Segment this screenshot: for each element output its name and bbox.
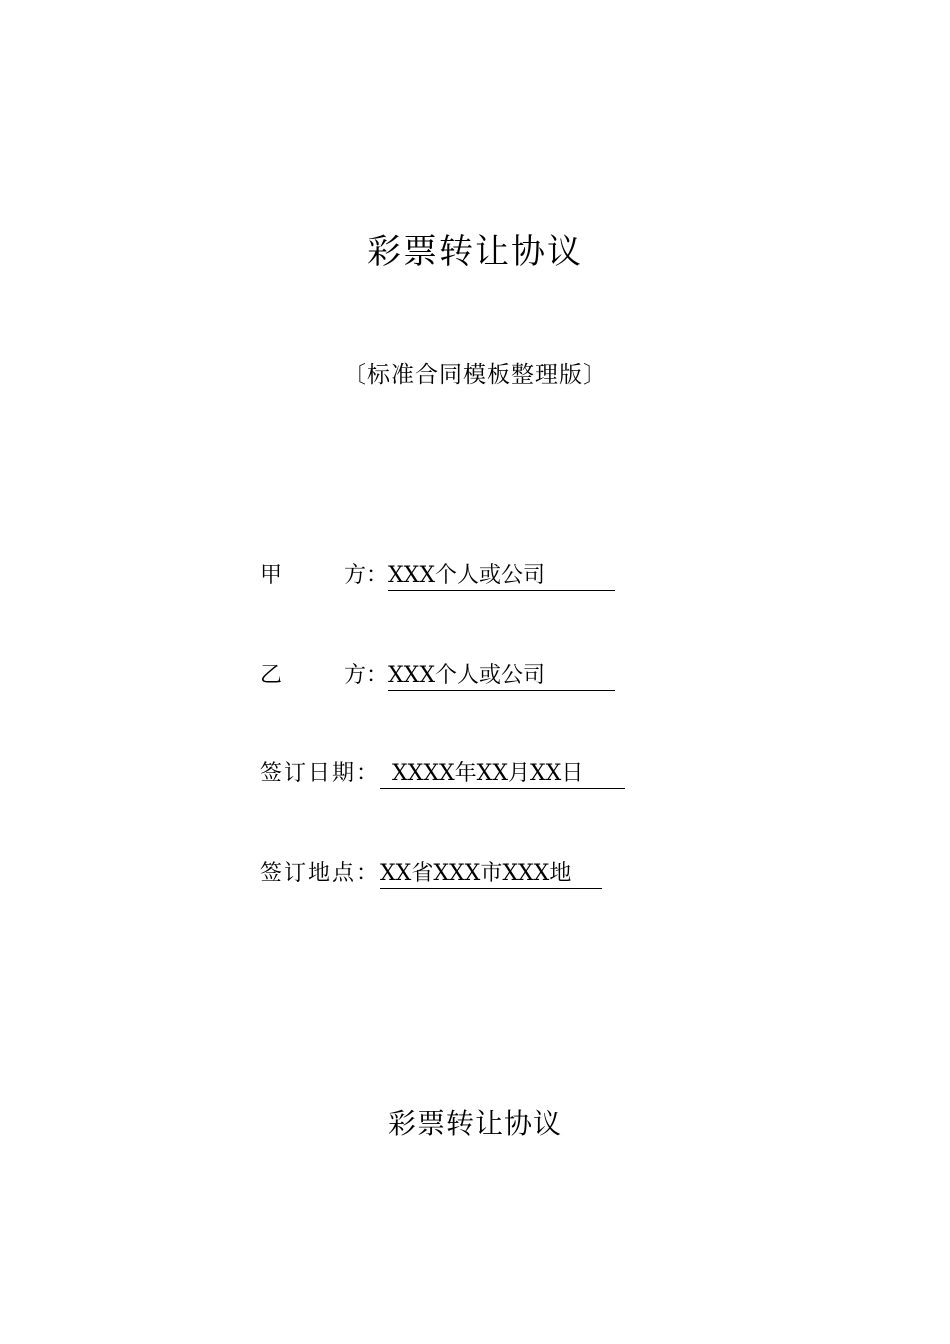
signing-place-row — [260, 856, 602, 892]
party-b-label — [260, 658, 388, 694]
signing-place-label: 签订地点： — [260, 861, 381, 886]
party-a-label-suffix: 方： — [343, 563, 388, 588]
party-a-label-char: 甲 — [260, 563, 283, 588]
document-subtitle: 〔标准合同模板整理版〕 — [343, 362, 607, 388]
party-b-row — [260, 658, 615, 694]
document-title: 彩票转让协议 — [367, 232, 583, 272]
party-b-label-char: 乙 — [260, 663, 283, 688]
party-a-row — [260, 558, 615, 594]
party-b-label-suffix: 方： — [343, 663, 388, 688]
signing-date-value: XXXX年XX月XX日 — [380, 760, 625, 789]
signing-date-row — [260, 756, 625, 792]
body-title: 彩票转让协议 — [387, 1107, 562, 1140]
signing-place-value: XX省XXX市XXX地 — [380, 860, 602, 889]
party-a-value: XXX个人或公司 — [388, 562, 615, 591]
signing-date-label: 签订日期： — [260, 761, 381, 786]
party-b-value: XXX个人或公司 — [388, 662, 615, 691]
party-a-label — [260, 558, 388, 594]
